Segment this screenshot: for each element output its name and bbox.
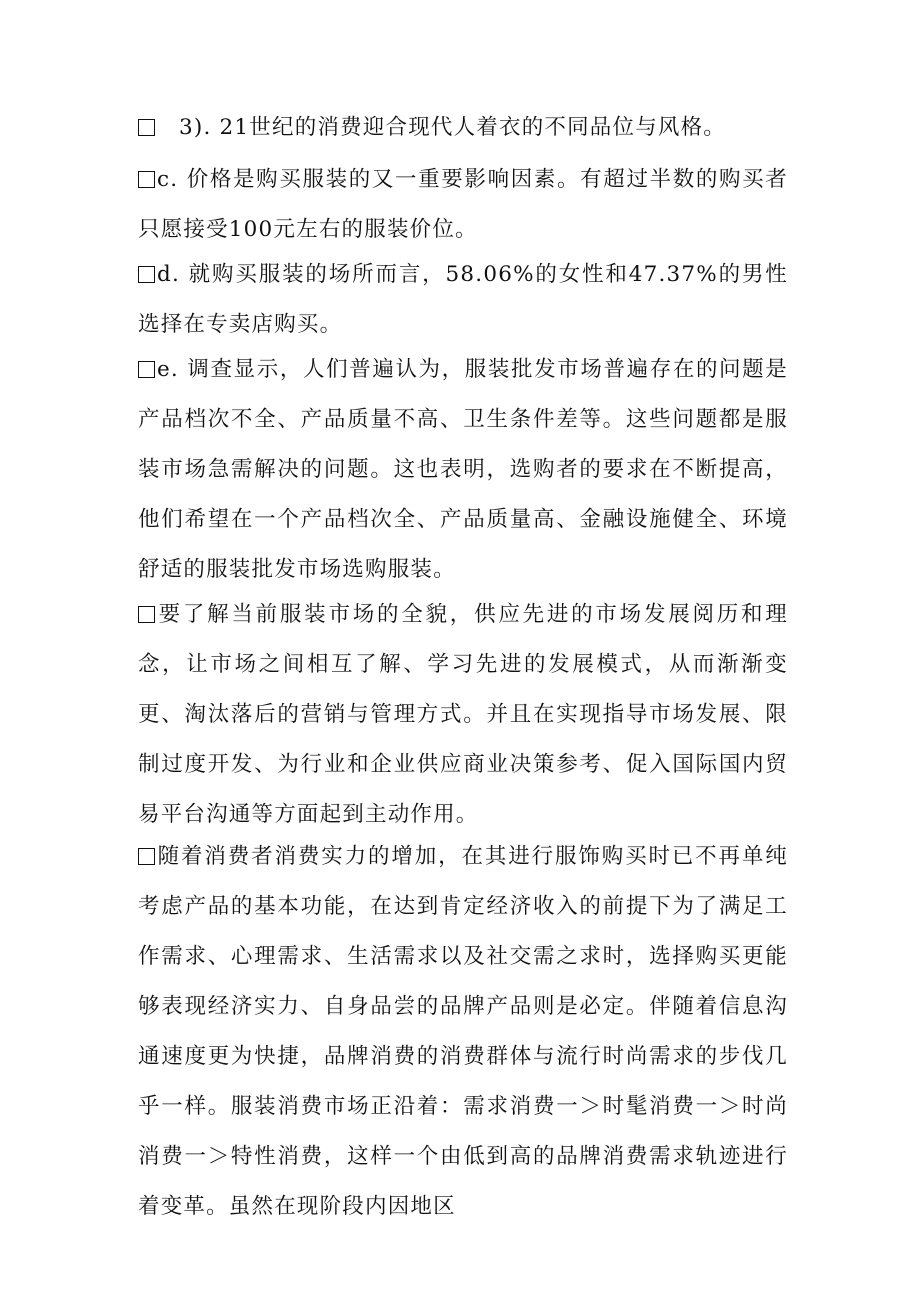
paragraph-d xyxy=(138,250,788,350)
paragraph-text: 要了解当前服装市场的全貌，供应先进的市场发展阅历和理念，让市场之间相互了解、学习先进的发展模式，从而渐渐变更、淘汰落后的营销与管理方式。并且在实现指导市场发展、限制过度开发、为行业和企业供应商业决策参考、促入国际国内贸易平台沟通等方面起到主动作用。 xyxy=(138,602,788,827)
paragraph-text: d. 就购买服装的场所而言，58.06%的女性和47.37%的男性选择在专卖店购买。 xyxy=(138,262,788,337)
paragraph-text: 随着消费者消费实力的增加，在其进行服饰购买时已不再单纯考虑产品的基本功能，在达到肯定经济收入的前提下为了满足工作需求、心理需求、生活需求以及社交需之求时，选择购买更能够表现经济实力、自身品尝的品牌产品则是必定。伴随着信息沟通速度更为快捷，品牌消费的消费群体与流行时尚需求的步伐几乎一样。服装消费市场正沿着：需求消费一＞时髦消费一＞时尚消费一＞特性消费，这样一个由低到高的品牌消费需求轨迹进行着变革。虽然在现阶段内因地区 xyxy=(138,844,788,1219)
paragraph-market-overview xyxy=(138,590,788,840)
checkbox-icon xyxy=(138,361,155,378)
paragraph-c xyxy=(138,155,788,255)
paragraph-text: c. 价格是购买服装的又一重要影响因素。有超过半数的购买者只愿接受100元左右的服装价位。 xyxy=(138,167,788,242)
paragraph-1 xyxy=(138,103,788,153)
checkbox-icon xyxy=(138,606,155,623)
checkbox-icon xyxy=(138,171,155,188)
checkbox-icon xyxy=(138,119,155,136)
paragraph-e xyxy=(138,345,788,595)
paragraph-text: 3). 21世纪的消费迎合现代人着衣的不同品位与风格。 xyxy=(179,115,726,140)
paragraph-brand-consumption xyxy=(138,832,788,1232)
checkbox-icon xyxy=(138,266,155,283)
paragraph-text: e. 调查显示，人们普遍认为，服装批发市场普遍存在的问题是产品档次不全、产品质量不高、卫生条件差等。这些问题都是服装市场急需解决的问题。这也表明，选购者的要求在不断提高，他们希望在一个产品档次全、产品质量高、金融设施健全、环境舒适的服装批发市场选购服装。 xyxy=(138,357,788,582)
checkbox-icon xyxy=(138,848,155,865)
